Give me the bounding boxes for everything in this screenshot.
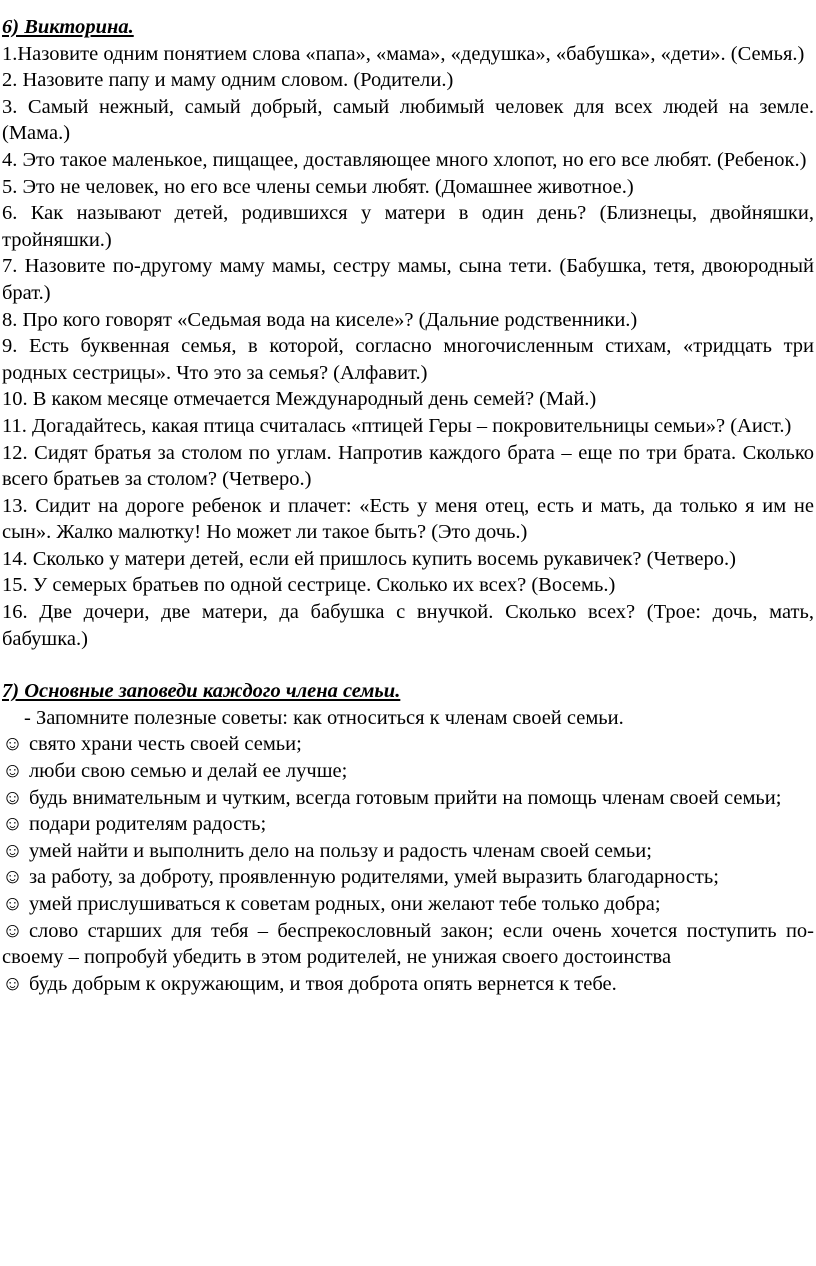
commandments-intro: - Запомните полезные советы: как относиться к членам своей семьи. bbox=[24, 706, 624, 729]
commandment-text: свято храни честь своей семьи; bbox=[28, 733, 302, 756]
commandment-item bbox=[2, 731, 814, 758]
commandment-item bbox=[2, 971, 814, 998]
quiz-item: 3. Самый нежный, самый добрый, самый любимый человек для всех людей на земле. (Мама.) bbox=[2, 95, 814, 145]
smiley-icon: ☺ bbox=[2, 813, 23, 836]
quiz-list bbox=[2, 41, 814, 653]
quiz-item: 10. В каком месяце отмечается Международный день семей? (Май.) bbox=[2, 388, 597, 411]
smiley-icon: ☺ bbox=[2, 760, 23, 783]
commandment-text: будь внимательным и чутким, всегда готовым прийти на помощь членам своей семьи; bbox=[28, 786, 782, 809]
commandment-text: будь добрым к окружающим, и твоя доброта опять вернется к тебе. bbox=[28, 972, 617, 995]
quiz-item: 1.Назовите одним понятием слова «папа», «мама», «дедушка», «бабушка», «дети». (Семья.) bbox=[2, 42, 805, 65]
commandment-text: умей прислушиваться к советам родных, они желают тебе только добра; bbox=[28, 893, 661, 915]
commandment-item bbox=[2, 785, 814, 812]
commandments-list bbox=[2, 731, 814, 997]
commandment-item bbox=[2, 864, 814, 891]
smiley-icon: ☺ bbox=[2, 866, 23, 889]
commandment-item bbox=[2, 758, 814, 785]
commandment-text: за работу, за доброту, проявленную родителями, умей выразить благодарность; bbox=[28, 866, 719, 889]
smiley-icon: ☺ bbox=[2, 893, 23, 915]
quiz-item: 9. Есть буквенная семья, в которой, согласно многочисленным стихам, «тридцать три родных сестрицы». Что это за семья? (Алфавит.) bbox=[2, 335, 814, 384]
commandment-text: умей найти и выполнить дело на пользу и радость членам своей семьи; bbox=[28, 839, 652, 862]
commandment-text: подари родителям радость; bbox=[28, 813, 267, 836]
commandment-text: люби свою семью и делай ее лучше; bbox=[28, 760, 348, 783]
commandments-heading: 7) Основные заповеди каждого члена семьи. bbox=[2, 680, 401, 703]
smiley-icon: ☺ bbox=[2, 839, 23, 862]
commandment-item bbox=[2, 891, 814, 918]
quiz-item: 13. Сидит на дороге ребенок и плачет: «Есть у меня отец, есть и мать, да только я им не сын». Жалко малютку! Но может ли такое быть? (Это дочь.) bbox=[2, 494, 814, 544]
smiley-icon: ☺ bbox=[2, 786, 23, 809]
quiz-item: 6. Как называют детей, родившихся у матери в один день? (Близнецы, двойняшки, тройняшки.) bbox=[2, 202, 814, 251]
commandment-item bbox=[2, 918, 814, 971]
quiz-item: 2. Назовите папу и маму одним словом. (Родители.) bbox=[2, 69, 454, 92]
quiz-item: 7. Назовите по-другому маму мамы, сестру мамы, сына тети. (Бабушка, тетя, двоюродный брат.) bbox=[2, 255, 814, 304]
commandment-item bbox=[2, 811, 814, 838]
quiz-item: 12. Сидят братья за столом по углам. Напротив каждого брата – еще по три брата. Сколько всего братьев за столом? (Четверо.) bbox=[2, 441, 814, 491]
quiz-item: 11. Догадайтесь, какая птица считалась «птицей Геры – покровительницы семьи»? (Аист.) bbox=[2, 414, 792, 437]
quiz-item: 5. Это не человек, но его все члены семьи любят. (Домашнее животное.) bbox=[2, 175, 634, 198]
smiley-icon: ☺ bbox=[2, 972, 23, 995]
section-spacer bbox=[2, 652, 814, 678]
quiz-item: 4. Это такое маленькое, пищащее, доставляющее много хлопот, но его все любят. (Ребенок.) bbox=[2, 148, 807, 171]
smiley-icon: ☺ bbox=[2, 919, 23, 942]
quiz-item: 8. Про кого говорят «Седьмая вода на киселе»? (Дальние родственники.) bbox=[2, 308, 638, 331]
quiz-item: 16. Две дочери, две матери, да бабушка с внучкой. Сколько всех? (Трое: дочь, мать, бабушка.) bbox=[2, 601, 814, 650]
commandment-item bbox=[2, 838, 814, 865]
quiz-heading: 6) Викторина. bbox=[2, 16, 134, 38]
smiley-icon: ☺ bbox=[2, 733, 23, 756]
quiz-item: 15. У семерых братьев по одной сестрице. Сколько их всех? (Восемь.) bbox=[2, 574, 616, 597]
commandment-text: слово старших для тебя – беспрекословный закон; если очень хочется поступить по-своему – попробуй убедить в этом родителей, не унижая своего достоинства bbox=[2, 919, 814, 969]
quiz-item: 14. Сколько у матери детей, если ей пришлось купить восемь рукавичек? (Четверо.) bbox=[2, 547, 736, 570]
